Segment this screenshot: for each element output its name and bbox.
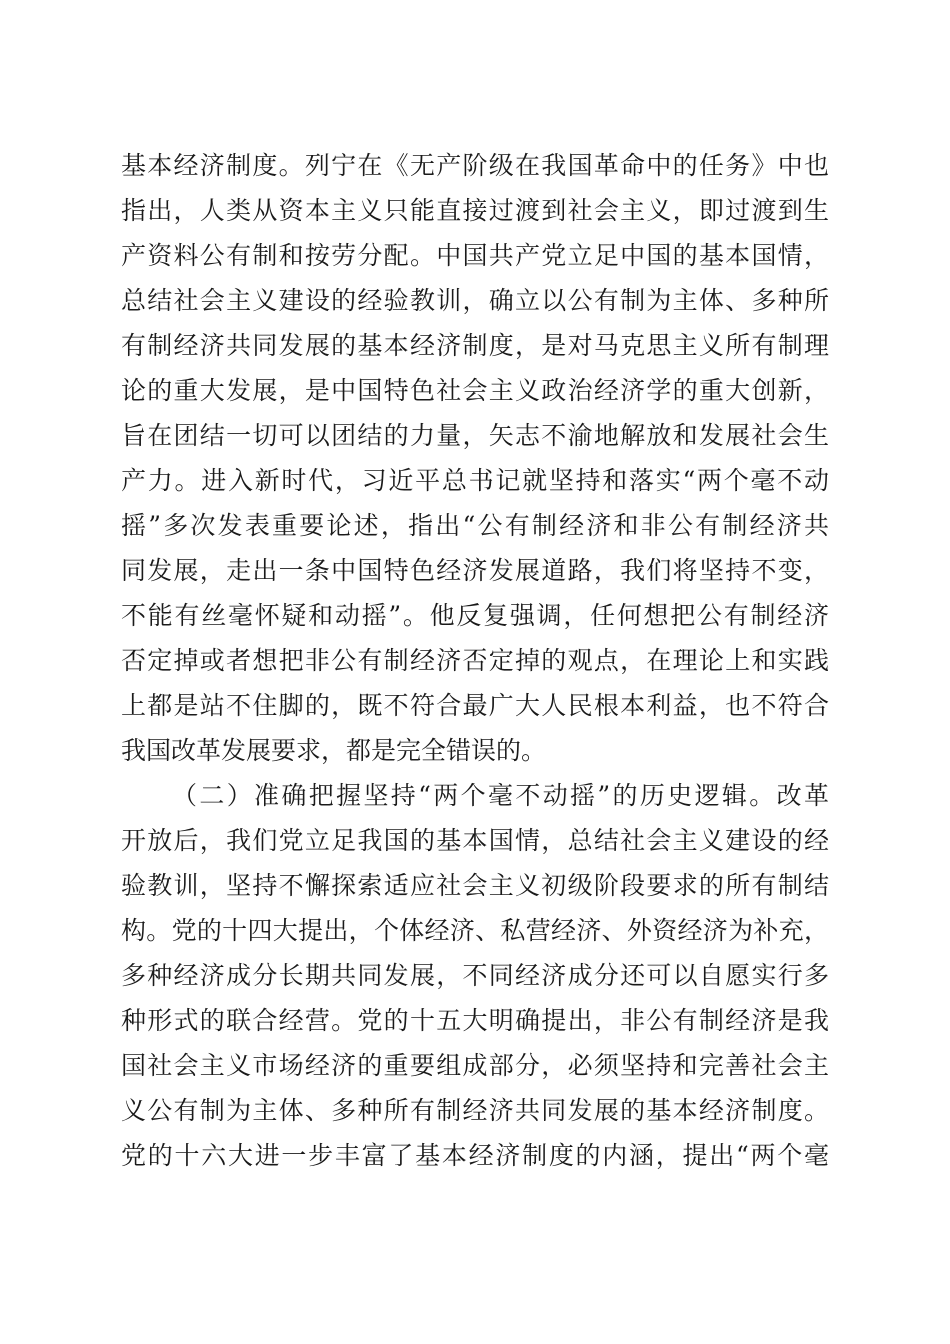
body-text-line: 上都是站不住脚的，既不符合最广大人民根本利益，也不符合	[121, 691, 829, 720]
body-text-line: 总结社会主义建设的经验教训，确立以公有制为主体、多种所	[121, 286, 829, 315]
body-text-line: 基本经济制度。列宁在《无产阶级在我国革命中的任务》中也	[121, 151, 829, 180]
body-text-line: 摇”多次发表重要论述，指出“公有制经济和非公有制经济共	[121, 511, 829, 540]
body-text-line: 产资料公有制和按劳分配。中国共产党立足中国的基本国情，	[121, 241, 829, 270]
body-text-line: 构。党的十四大提出，个体经济、私营经济、外资经济为补充，	[121, 916, 829, 945]
body-text-line: 否定掉或者想把非公有制经济否定掉的观点，在理论上和实践	[121, 646, 829, 675]
body-text-line: 种形式的联合经营。党的十五大明确提出，非公有制经济是我	[121, 1006, 829, 1035]
body-text-line: 国社会主义市场经济的重要组成部分，必须坚持和完善社会主	[121, 1051, 829, 1080]
body-text-line: 多种经济成分长期共同发展，不同经济成分还可以自愿实行多	[121, 961, 829, 990]
body-text-line: 产力。进入新时代，习近平总书记就坚持和落实“两个毫不动	[121, 466, 829, 495]
body-text-line: 有制经济共同发展的基本经济制度，是对马克思主义所有制理	[121, 331, 829, 360]
body-text-line: 党的十六大进一步丰富了基本经济制度的内涵，提出“两个毫	[121, 1141, 829, 1170]
body-text-line: 旨在团结一切可以团结的力量，矢志不渝地解放和发展社会生	[121, 421, 829, 450]
section-heading-line: （二）准确把握坚持“两个毫不动摇”的历史逻辑。改革	[172, 781, 829, 810]
body-text-line: 验教训，坚持不懈探索适应社会主义初级阶段要求的所有制结	[121, 871, 829, 900]
body-text-line: 我国改革发展要求，都是完全错误的。	[121, 736, 547, 765]
body-text-line: 指出，人类从资本主义只能直接过渡到社会主义，即过渡到生	[121, 196, 829, 225]
body-text-line: 义公有制为主体、多种所有制经济共同发展的基本经济制度。	[121, 1096, 829, 1125]
body-text-line: 不能有丝毫怀疑和动摇”。他反复强调，任何想把公有制经济	[121, 601, 829, 630]
body-text-line: 同发展，走出一条中国特色经济发展道路，我们将坚持不变，	[121, 556, 829, 585]
body-text-line: 开放后，我们党立足我国的基本国情，总结社会主义建设的经	[121, 826, 829, 855]
body-text-line: 论的重大发展，是中国特色社会主义政治经济学的重大创新，	[121, 376, 829, 405]
